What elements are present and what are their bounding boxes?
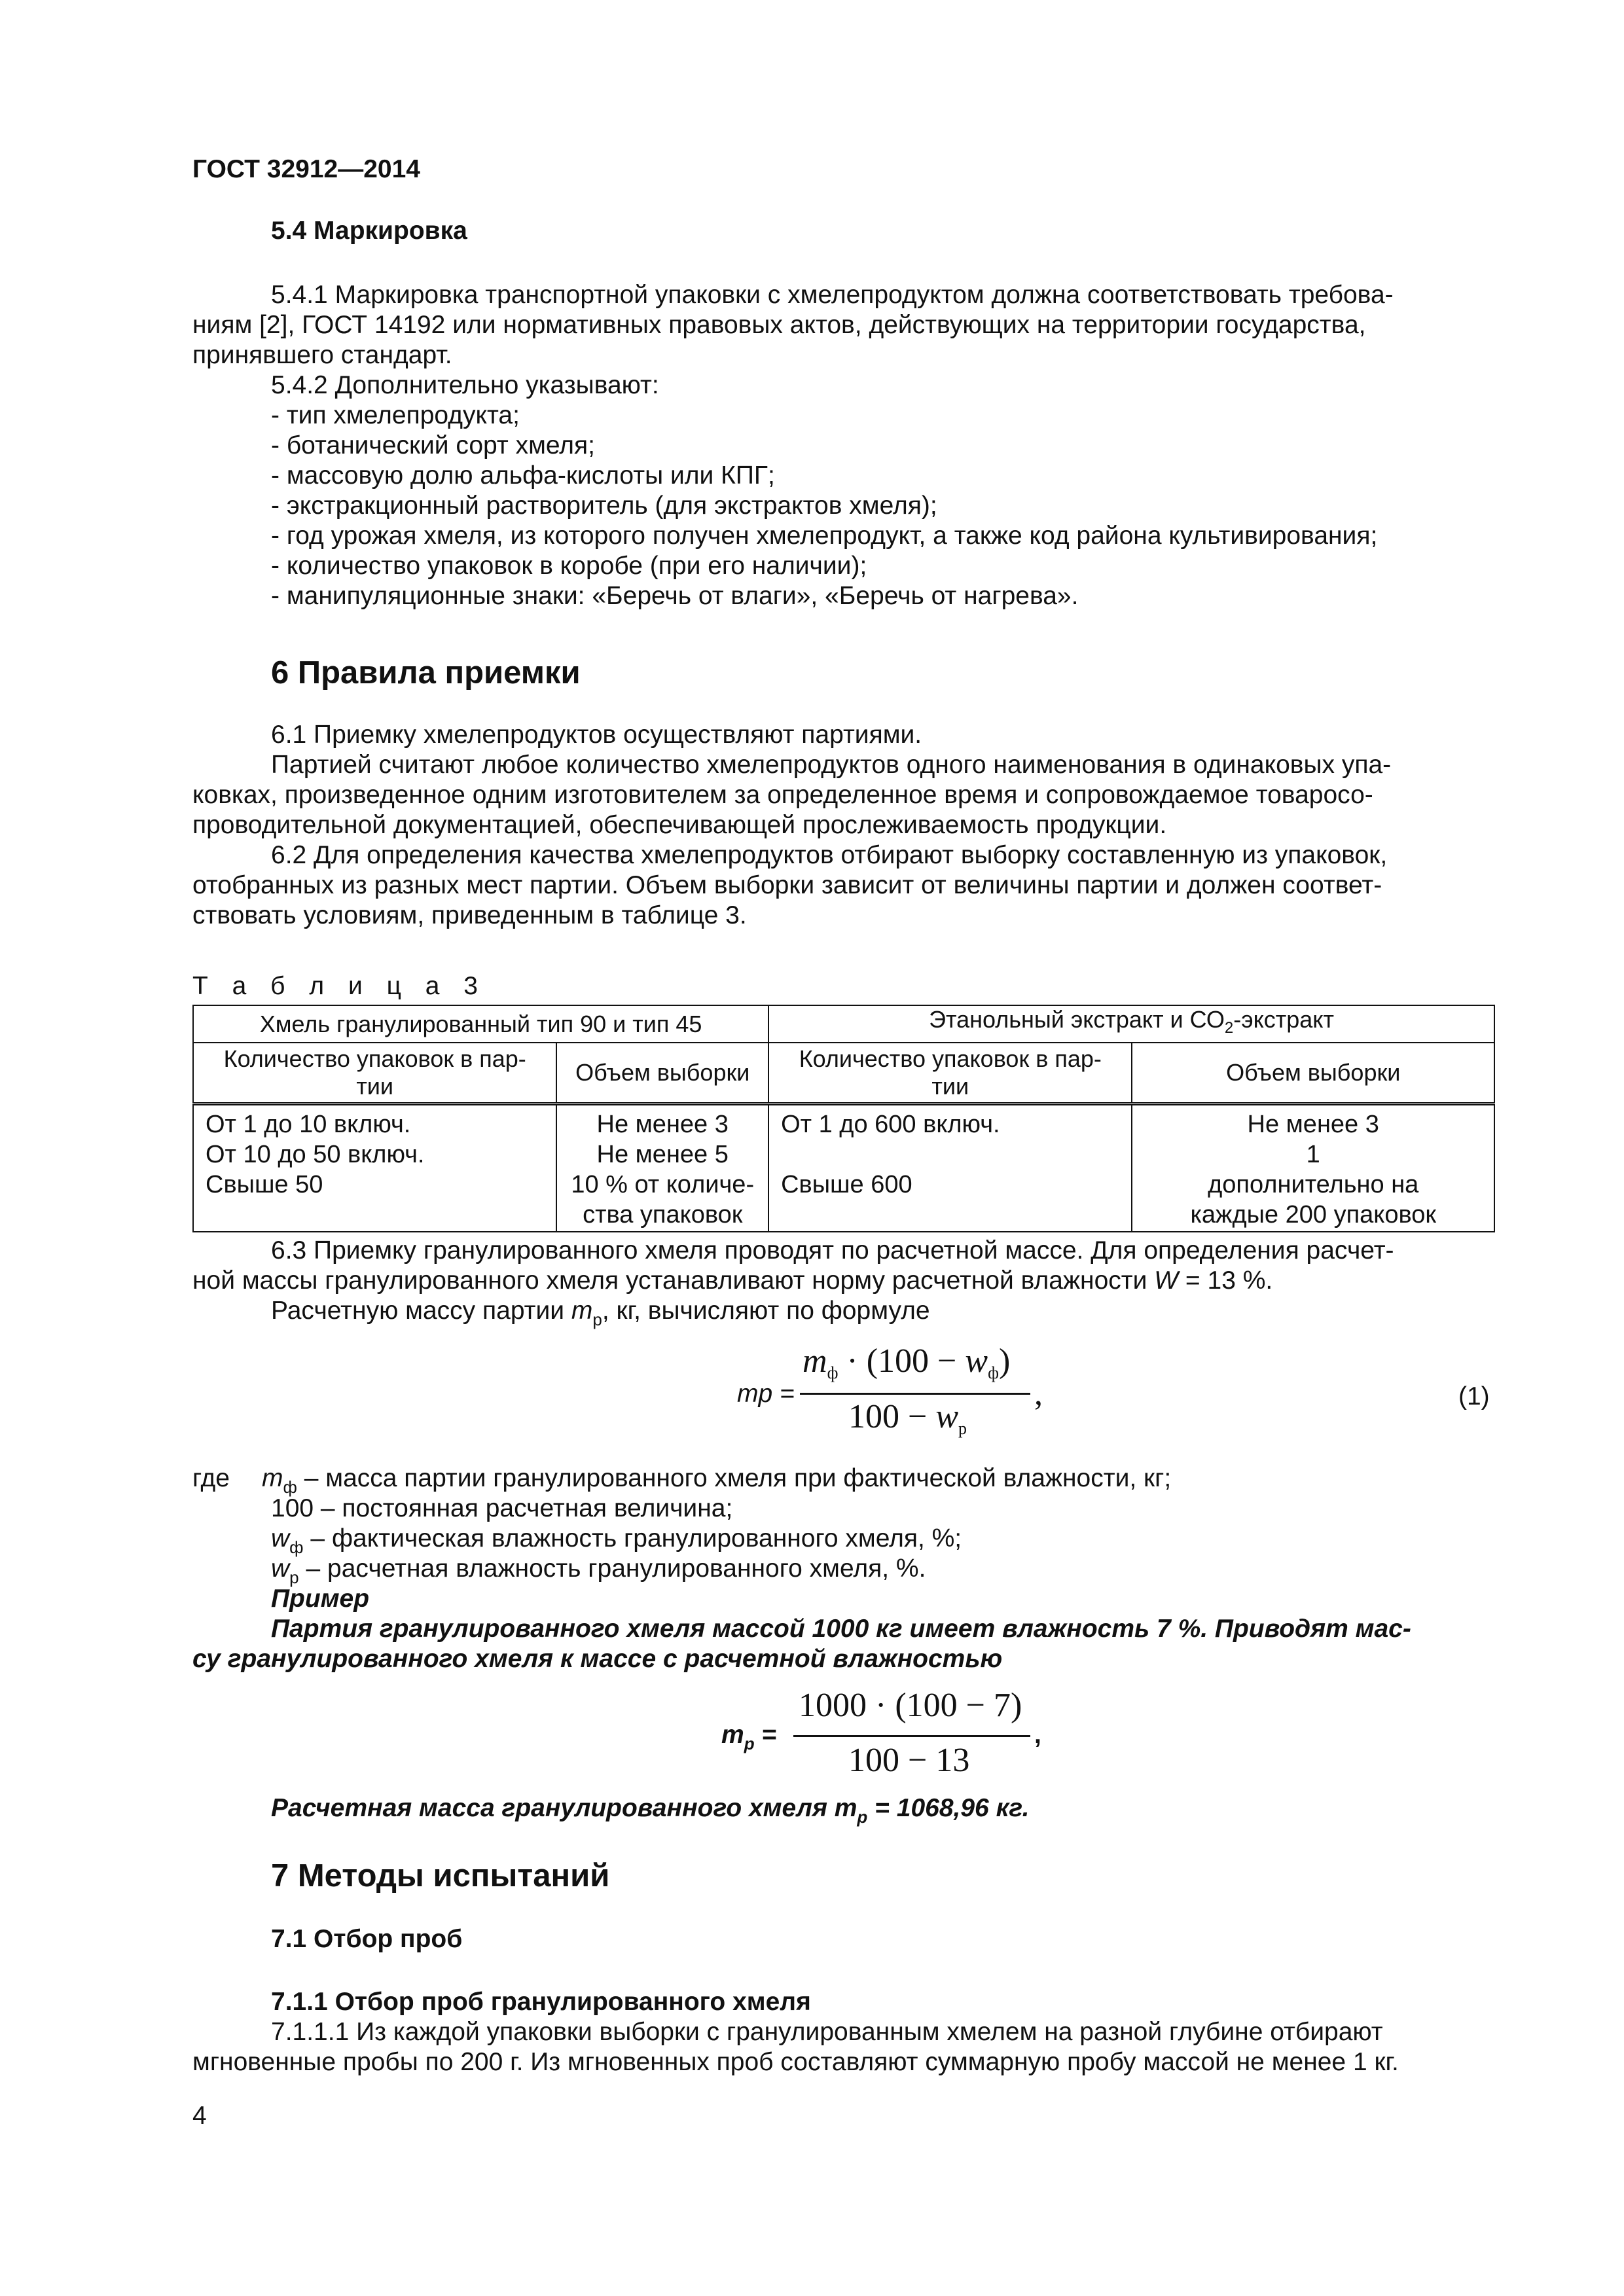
- example-numerator: 1000 · (100 − 7): [799, 1687, 1022, 1724]
- p541-line1: 5.4.1 Маркировка транспортной упаковки с хмелепродуктом должна соответствовать требова-: [271, 281, 1394, 309]
- section-7-1-title: 7.1 Отбор проб: [271, 1925, 463, 1953]
- where-label: где: [192, 1464, 230, 1492]
- where-item: $w_р$ – расчетная влажность гранулированного хмеля, %.: [271, 1554, 926, 1587]
- list-item: - тип хмелепродукта;: [271, 401, 520, 429]
- p61b-line1: Партией считают любое количество хмелепродуктов одного наименования в одинаковых упа-: [271, 751, 1392, 779]
- p62-line1: 6.2 Для определения качества хмелепродуктов отбирают выборку составленную из упаковок,: [271, 841, 1388, 869]
- p62-line3: ствовать условиям, приведенным в таблице 3.: [192, 901, 747, 929]
- example-comma: ,: [1034, 1721, 1041, 1749]
- example-line1: Партия гранулированного хмеля массой 1000 кг имеет влажность 7 %. Приводят мас-: [271, 1615, 1411, 1643]
- table-group-header-extract: Этанольный экстракт и $СО_2$-экстракт: [768, 1005, 1494, 1043]
- p63-line3: Расчетную массу партии $m_р$, кг, вычисляют по формуле: [271, 1297, 930, 1329]
- table-col-header-qty: Количество упаковок в пар- тии: [193, 1043, 556, 1104]
- section-7-1-1-title: 7.1.1 Отбор проб гранулированного хмеля: [271, 1988, 811, 2016]
- fraction-bar: [793, 1735, 1030, 1737]
- formula-denominator: $100 - w_р$: [848, 1398, 967, 1438]
- p542: 5.4.2 Дополнительно указывают:: [271, 371, 659, 399]
- table-group-header-hops: Хмель гранулированный тип 90 и тип 45: [193, 1005, 768, 1043]
- p63-line1: 6.3 Приемку гранулированного хмеля проводят по расчетной массе. Для определения расчет-: [271, 1236, 1394, 1265]
- list-item: - манипуляционные знаки: «Беречь от влаги», «Беречь от нагрева».: [271, 582, 1079, 610]
- table-col-header-sample: Объем выборки: [1132, 1043, 1494, 1104]
- example-denominator: 100 − 13: [848, 1742, 970, 1779]
- table-cell-g2-sample: Не менее 3 1 дополнительно на каждые 200 упаковок: [1132, 1104, 1494, 1232]
- where-item: 100 – постоянная расчетная величина;: [271, 1494, 733, 1522]
- list-item: - массовую долю альфа-кислоты или КПГ;: [271, 461, 775, 490]
- p61: 6.1 Приемку хмелепродуктов осуществляют партиями.: [271, 721, 922, 749]
- formula-numerator: $m_ф \cdot (100 - w_ф)$: [803, 1342, 1011, 1382]
- formula-comma: ,: [1034, 1375, 1043, 1412]
- fraction-bar: [800, 1393, 1030, 1395]
- p63-line2: ной массы гранулированного хмеля устанавливают норму расчетной влажности W = 13 %.: [192, 1266, 1273, 1295]
- list-item: - количество упаковок в коробе (при его наличии);: [271, 552, 867, 580]
- table-cell-g2-qty: От 1 до 600 включ. Свыше 600: [768, 1104, 1132, 1232]
- formula-lhs: mр =: [737, 1380, 795, 1408]
- example-label: Пример: [271, 1585, 370, 1613]
- p7111-line2: мгновенные пробы по 200 г. Из мгновенных проб составляют суммарную пробу массой не менее 1 кг.: [192, 2048, 1399, 2076]
- example-result: Расчетная масса гранулированного хмеля $m_р = 1068,96$ кг.: [271, 1794, 1030, 1827]
- list-item: - ботанический сорт хмеля;: [271, 431, 595, 459]
- where-item: $w_ф$ – фактическая влажность гранулированного хмеля, %;: [271, 1524, 962, 1557]
- example-line2: су гранулированного хмеля к массе с расчетной влажностью: [192, 1645, 1003, 1673]
- table-cell-g1-sample: Не менее 3 Не менее 5 10 % от количе- ства упаковок: [556, 1104, 768, 1232]
- table-col-header-sample: Объем выборки: [556, 1043, 768, 1104]
- example-formula-lhs: $m_р$ =: [721, 1721, 777, 1753]
- section-7-title: 7 Методы испытаний: [271, 1858, 610, 1893]
- table-col-header-qty: Количество упаковок в пар- тии: [768, 1043, 1132, 1104]
- p541-line3: принявшего стандарт.: [192, 341, 452, 369]
- section-5-4-title: 5.4 Маркировка: [271, 217, 467, 245]
- table-3: [192, 1005, 1495, 1232]
- p62-line2: отобранных из разных мест партии. Объем выборки зависит от величины партии и должен соответ-: [192, 871, 1382, 899]
- list-item: - год урожая хмеля, из которого получен хмелепродукт, а также код района культивирования;: [271, 522, 1378, 550]
- page-number: 4: [192, 2102, 207, 2130]
- table-caption: Т а б л и ц а 3: [192, 972, 486, 1000]
- p541-line2: ниям [2], ГОСТ 14192 или нормативных правовых актов, действующих на территории государства,: [192, 311, 1366, 339]
- p7111-line1: 7.1.1.1 Из каждой упаковки выборки с гранулированным хмелем на разной глубине отбирают: [271, 2018, 1383, 2046]
- p61b-line2: ковках, произведенное одним изготовителем за определенное время и сопровождаемое товаросо-: [192, 781, 1373, 809]
- list-item: - экстракционный растворитель (для экстрактов хмеля);: [271, 492, 937, 520]
- where-item: $m_ф$ – масса партии гранулированного хмеля при фактической влажности, кг;: [262, 1464, 1172, 1497]
- table-cell-g1-qty: От 1 до 10 включ. От 10 до 50 включ. Свыше 50: [193, 1104, 556, 1232]
- section-6-title: 6 Правила приемки: [271, 655, 581, 691]
- p61b-line3: проводительной документацией, обеспечивающей прослеживаемость продукции.: [192, 811, 1167, 839]
- standard-header: ГОСТ 32912—2014: [192, 155, 420, 183]
- formula-number: (1): [1458, 1382, 1490, 1410]
